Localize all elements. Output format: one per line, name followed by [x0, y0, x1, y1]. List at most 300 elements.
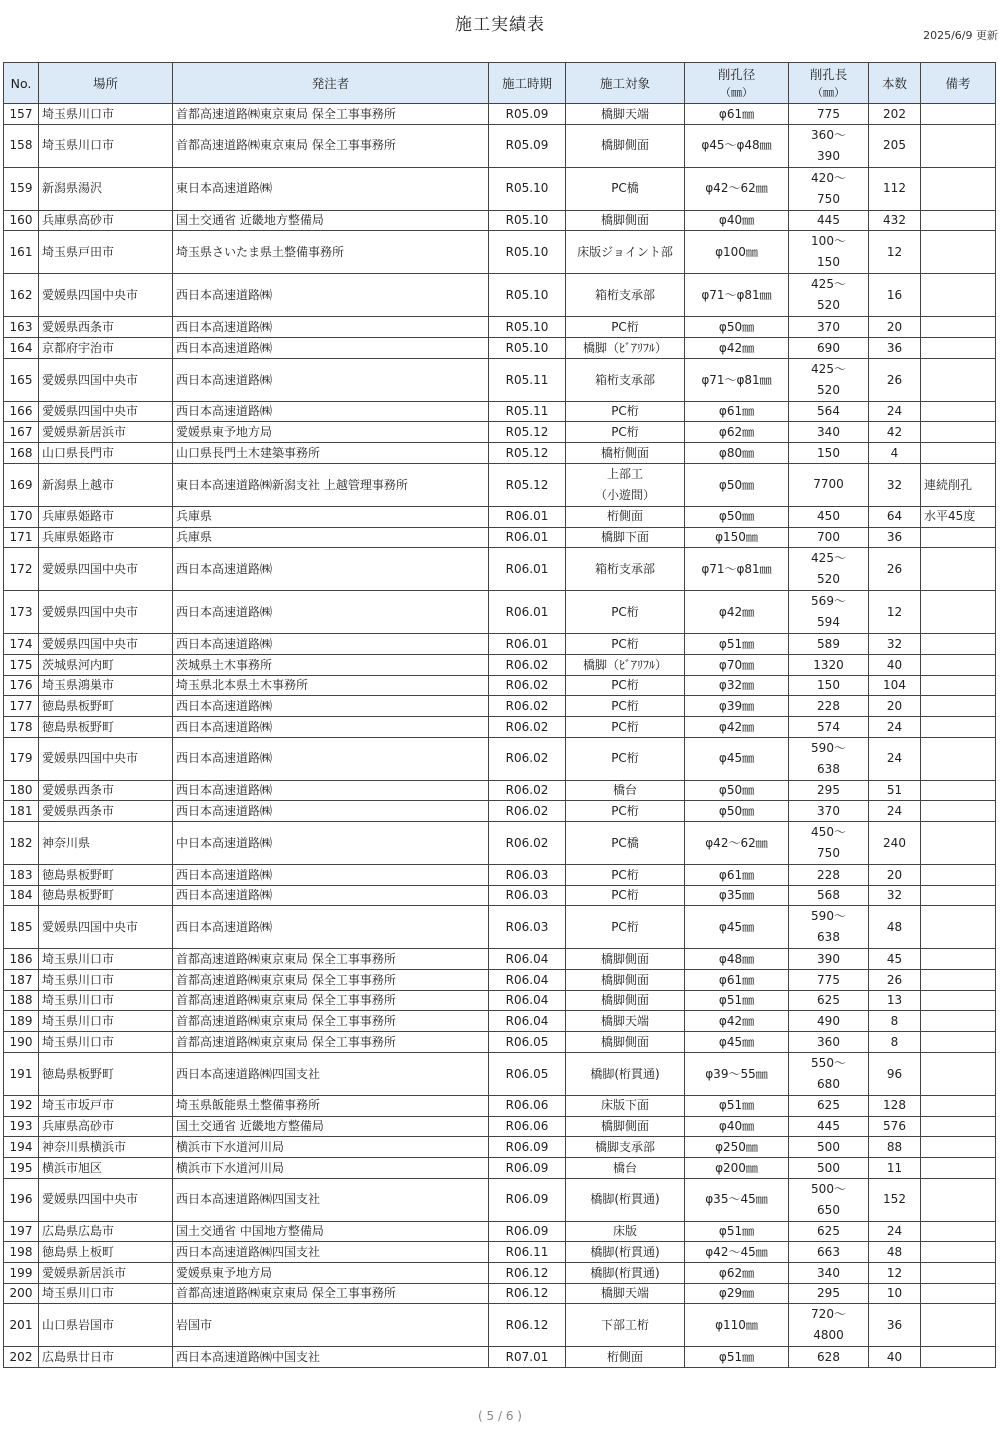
cell-client: 西日本高速道路㈱ [173, 401, 489, 422]
cell-remarks [921, 591, 996, 634]
table-header-row [4, 63, 996, 104]
cell-period: R05.09 [489, 104, 566, 125]
cell-length: 590～ 638 [789, 737, 869, 780]
cell-place: 埼玉県鴻巣市 [39, 675, 173, 696]
cell-length: 568 [789, 885, 869, 906]
cell-place: 埼玉県川口市 [39, 1283, 173, 1304]
cell-no: 185 [4, 906, 39, 949]
cell-remarks [921, 274, 996, 317]
cell-place: 新潟県湯沢 [39, 167, 173, 210]
cell-count: 45 [869, 949, 921, 970]
cell-client: 首都高速道路㈱東京東局 保全工事事務所 [173, 1011, 489, 1032]
page-title: 施工実績表 [455, 15, 545, 35]
cell-diameter: φ50㎜ [685, 317, 789, 338]
cell-length: 569～ 594 [789, 591, 869, 634]
table-row [4, 1304, 996, 1347]
cell-remarks [921, 1137, 996, 1158]
table-row [4, 338, 996, 359]
table-row [4, 274, 996, 317]
table-row [4, 1095, 996, 1116]
cell-place: 愛媛県四国中央市 [39, 358, 173, 401]
table-row [4, 737, 996, 780]
header-no: No. [4, 63, 39, 104]
cell-period: R06.04 [489, 990, 566, 1011]
cell-period: R06.12 [489, 1262, 566, 1283]
cell-length: 590～ 638 [789, 906, 869, 949]
cell-client: 西日本高速道路㈱ [173, 906, 489, 949]
cell-diameter: φ110㎜ [685, 1304, 789, 1347]
header-length-unit: （㎜） [812, 85, 845, 99]
cell-remarks [921, 949, 996, 970]
cell-no: 195 [4, 1157, 39, 1178]
cell-length: 7700 [789, 463, 869, 506]
cell-target: 床版下面 [566, 1095, 685, 1116]
cell-target: 橋桁側面 [566, 443, 685, 464]
cell-count: 24 [869, 737, 921, 780]
cell-target: 上部工 （小遊間） [566, 463, 685, 506]
cell-no: 181 [4, 801, 39, 822]
header-count: 本数 [869, 63, 921, 104]
cell-no: 179 [4, 737, 39, 780]
table-row [4, 443, 996, 464]
cell-client: 西日本高速道路㈱ [173, 548, 489, 591]
cell-no: 196 [4, 1178, 39, 1221]
cell-diameter: φ42～62㎜ [685, 822, 789, 865]
cell-period: R06.11 [489, 1242, 566, 1263]
cell-period: R06.03 [489, 906, 566, 949]
cell-no: 201 [4, 1304, 39, 1347]
cell-no: 170 [4, 506, 39, 527]
cell-count: 240 [869, 822, 921, 865]
cell-count: 24 [869, 716, 921, 737]
cell-period: R06.01 [489, 548, 566, 591]
cell-period: R05.10 [489, 231, 566, 274]
cell-period: R06.09 [489, 1157, 566, 1178]
cell-count: 48 [869, 906, 921, 949]
cell-place: 埼玉市坂戸市 [39, 1095, 173, 1116]
cell-remarks: 連続削孔 [921, 463, 996, 506]
cell-length: 625 [789, 1095, 869, 1116]
cell-remarks [921, 865, 996, 886]
cell-place: 埼玉県川口市 [39, 970, 173, 991]
cell-period: R05.10 [489, 338, 566, 359]
cell-length: 700 [789, 527, 869, 548]
cell-client: 山口県長門土木建築事務所 [173, 443, 489, 464]
cell-place: 愛媛県四国中央市 [39, 737, 173, 780]
cell-target: PC桁 [566, 634, 685, 655]
cell-count: 10 [869, 1283, 921, 1304]
cell-no: 186 [4, 949, 39, 970]
table-row [4, 124, 996, 167]
cell-remarks [921, 990, 996, 1011]
cell-period: R06.09 [489, 1178, 566, 1221]
table-row [4, 675, 996, 696]
cell-length: 775 [789, 970, 869, 991]
table-row [4, 990, 996, 1011]
cell-no: 172 [4, 548, 39, 591]
cell-remarks [921, 716, 996, 737]
cell-place: 愛媛県四国中央市 [39, 906, 173, 949]
cell-target: PC橋 [566, 822, 685, 865]
table-row [4, 401, 996, 422]
cell-place: 徳島県上板町 [39, 1242, 173, 1263]
cell-client: 西日本高速道路㈱ [173, 696, 489, 717]
cell-no: 191 [4, 1052, 39, 1095]
cell-remarks [921, 780, 996, 801]
cell-count: 8 [869, 1011, 921, 1032]
cell-remarks [921, 1347, 996, 1368]
cell-diameter: φ32㎜ [685, 675, 789, 696]
cell-remarks [921, 1095, 996, 1116]
cell-diameter: φ45㎜ [685, 1032, 789, 1053]
cell-count: 24 [869, 401, 921, 422]
cell-remarks [921, 358, 996, 401]
cell-count: 4 [869, 443, 921, 464]
cell-remarks [921, 675, 996, 696]
cell-client: 西日本高速道路㈱四国支社 [173, 1242, 489, 1263]
table-row [4, 1137, 996, 1158]
cell-place: 埼玉県川口市 [39, 1032, 173, 1053]
cell-period: R06.04 [489, 949, 566, 970]
cell-diameter: φ150㎜ [685, 527, 789, 548]
cell-target: 橋脚(桁貫通) [566, 1178, 685, 1221]
cell-period: R05.09 [489, 124, 566, 167]
cell-period: R06.02 [489, 737, 566, 780]
cell-target: 橋脚側面 [566, 970, 685, 991]
cell-period: R05.12 [489, 443, 566, 464]
cell-client: 西日本高速道路㈱ [173, 737, 489, 780]
cell-no: 161 [4, 231, 39, 274]
cell-target: 下部工桁 [566, 1304, 685, 1347]
cell-target: 箱桁支承部 [566, 358, 685, 401]
cell-remarks [921, 1052, 996, 1095]
cell-remarks [921, 548, 996, 591]
cell-count: 88 [869, 1137, 921, 1158]
cell-place: 山口県長門市 [39, 443, 173, 464]
cell-client: 茨城県土木事務所 [173, 654, 489, 675]
cell-period: R06.01 [489, 506, 566, 527]
cell-client: 西日本高速道路㈱ [173, 338, 489, 359]
cell-target: 床版 [566, 1221, 685, 1242]
cell-target: 橋脚天端 [566, 1283, 685, 1304]
cell-period: R06.06 [489, 1116, 566, 1137]
cell-length: 340 [789, 422, 869, 443]
cell-place: 愛媛県西条市 [39, 801, 173, 822]
cell-count: 51 [869, 780, 921, 801]
cell-count: 24 [869, 1221, 921, 1242]
cell-remarks [921, 634, 996, 655]
cell-no: 175 [4, 654, 39, 675]
cell-remarks [921, 822, 996, 865]
cell-remarks [921, 1032, 996, 1053]
cell-remarks [921, 1116, 996, 1137]
cell-diameter: φ45㎜ [685, 906, 789, 949]
cell-length: 490 [789, 1011, 869, 1032]
table-row [4, 970, 996, 991]
table-row [4, 696, 996, 717]
cell-client: 西日本高速道路㈱ [173, 780, 489, 801]
cell-count: 432 [869, 210, 921, 231]
cell-target: 橋脚側面 [566, 949, 685, 970]
cell-count: 96 [869, 1052, 921, 1095]
cell-no: 168 [4, 443, 39, 464]
page-indicator: ( 5 / 6 ) [478, 1409, 522, 1423]
cell-period: R06.02 [489, 696, 566, 717]
cell-remarks [921, 885, 996, 906]
cell-target: 桁側面 [566, 506, 685, 527]
cell-client: 兵庫県 [173, 527, 489, 548]
cell-remarks [921, 104, 996, 125]
cell-remarks [921, 737, 996, 780]
cell-period: R06.09 [489, 1221, 566, 1242]
cell-no: 177 [4, 696, 39, 717]
cell-period: R06.02 [489, 780, 566, 801]
table-row [4, 1221, 996, 1242]
cell-client: 愛媛県東予地方局 [173, 422, 489, 443]
cell-period: R06.04 [489, 970, 566, 991]
cell-no: 193 [4, 1116, 39, 1137]
cell-period: R05.11 [489, 358, 566, 401]
cell-count: 11 [869, 1157, 921, 1178]
cell-place: 埼玉県戸田市 [39, 231, 173, 274]
cell-length: 450～ 750 [789, 822, 869, 865]
cell-length: 228 [789, 696, 869, 717]
cell-remarks [921, 527, 996, 548]
cell-client: 首都高速道路㈱東京東局 保全工事事務所 [173, 104, 489, 125]
cell-length: 450 [789, 506, 869, 527]
cell-period: R06.03 [489, 865, 566, 886]
cell-diameter: φ51㎜ [685, 990, 789, 1011]
cell-place: 埼玉県川口市 [39, 990, 173, 1011]
cell-target: 床版ジョイント部 [566, 231, 685, 274]
cell-length: 500～ 650 [789, 1178, 869, 1221]
cell-period: R06.12 [489, 1304, 566, 1347]
cell-client: 埼玉県北本県土木事務所 [173, 675, 489, 696]
header-diameter [685, 63, 789, 104]
table-row [4, 801, 996, 822]
cell-count: 20 [869, 317, 921, 338]
table-row [4, 1011, 996, 1032]
cell-remarks [921, 1242, 996, 1263]
cell-count: 40 [869, 654, 921, 675]
cell-diameter: φ42～45㎜ [685, 1242, 789, 1263]
table-row [4, 210, 996, 231]
cell-diameter: φ71～φ81㎜ [685, 274, 789, 317]
cell-no: 198 [4, 1242, 39, 1263]
cell-target: PC桁 [566, 422, 685, 443]
cell-target: 橋脚側面 [566, 990, 685, 1011]
cell-client: 国土交通省 近畿地方整備局 [173, 1116, 489, 1137]
cell-place: 愛媛県新居浜市 [39, 1262, 173, 1283]
cell-diameter: φ61㎜ [685, 401, 789, 422]
cell-place: 京都府宇治市 [39, 338, 173, 359]
cell-diameter: φ51㎜ [685, 1095, 789, 1116]
cell-count: 26 [869, 970, 921, 991]
table-row [4, 1242, 996, 1263]
cell-client: 西日本高速道路㈱ [173, 358, 489, 401]
table-row [4, 463, 996, 506]
cell-diameter: φ50㎜ [685, 506, 789, 527]
cell-no: 182 [4, 822, 39, 865]
cell-period: R06.01 [489, 527, 566, 548]
cell-period: R06.12 [489, 1283, 566, 1304]
cell-place: 広島県広島市 [39, 1221, 173, 1242]
header-period: 施工時期 [489, 63, 566, 104]
cell-place: 徳島県板野町 [39, 885, 173, 906]
cell-client: 首都高速道路㈱東京東局 保全工事事務所 [173, 1032, 489, 1053]
cell-client: 首都高速道路㈱東京東局 保全工事事務所 [173, 949, 489, 970]
cell-length: 564 [789, 401, 869, 422]
header-client: 発注者 [173, 63, 489, 104]
table-row [4, 865, 996, 886]
cell-diameter: φ71～φ81㎜ [685, 358, 789, 401]
cell-diameter: φ61㎜ [685, 865, 789, 886]
cell-no: 178 [4, 716, 39, 737]
table-body [4, 104, 996, 1368]
header-length-label: 削孔長 [809, 66, 848, 82]
cell-target: 橋脚側面 [566, 1032, 685, 1053]
cell-diameter: φ48㎜ [685, 949, 789, 970]
cell-place: 愛媛県四国中央市 [39, 591, 173, 634]
cell-place: 徳島県板野町 [39, 1052, 173, 1095]
cell-target: 橋脚側面 [566, 124, 685, 167]
cell-period: R06.03 [489, 885, 566, 906]
cell-no: 171 [4, 527, 39, 548]
cell-count: 16 [869, 274, 921, 317]
cell-remarks [921, 317, 996, 338]
cell-place: 愛媛県四国中央市 [39, 274, 173, 317]
cell-period: R07.01 [489, 1347, 566, 1368]
cell-period: R05.11 [489, 401, 566, 422]
cell-remarks: 水平45度 [921, 506, 996, 527]
cell-period: R06.05 [489, 1032, 566, 1053]
cell-length: 589 [789, 634, 869, 655]
cell-count: 12 [869, 591, 921, 634]
cell-place: 兵庫県高砂市 [39, 1116, 173, 1137]
cell-target: PC橋 [566, 167, 685, 210]
cell-remarks [921, 654, 996, 675]
cell-target: 橋脚天端 [566, 1011, 685, 1032]
cell-client: 東日本高速道路㈱新潟支社 上越管理事務所 [173, 463, 489, 506]
cell-target: 橋脚(桁貫通) [566, 1242, 685, 1263]
header-target: 施工対象 [566, 63, 685, 104]
cell-target: 橋脚（ﾋﾞｱﾘﾌﾙ） [566, 654, 685, 675]
cell-period: R06.05 [489, 1052, 566, 1095]
cell-client: 首都高速道路㈱東京東局 保全工事事務所 [173, 1283, 489, 1304]
cell-period: R06.06 [489, 1095, 566, 1116]
table-row [4, 231, 996, 274]
cell-length: 390 [789, 949, 869, 970]
cell-diameter: φ42～62㎜ [685, 167, 789, 210]
cell-target: PC桁 [566, 801, 685, 822]
results-table [3, 62, 996, 1368]
cell-length: 420～ 750 [789, 167, 869, 210]
cell-client: 西日本高速道路㈱ [173, 716, 489, 737]
cell-client: 西日本高速道路㈱ [173, 801, 489, 822]
cell-count: 576 [869, 1116, 921, 1137]
cell-diameter: φ39㎜ [685, 696, 789, 717]
cell-period: R05.10 [489, 210, 566, 231]
cell-diameter: φ100㎜ [685, 231, 789, 274]
cell-length: 150 [789, 675, 869, 696]
cell-count: 128 [869, 1095, 921, 1116]
cell-target: 橋脚側面 [566, 1116, 685, 1137]
cell-period: R05.10 [489, 274, 566, 317]
cell-count: 20 [869, 865, 921, 886]
cell-place: 埼玉県川口市 [39, 949, 173, 970]
cell-count: 32 [869, 463, 921, 506]
cell-no: 166 [4, 401, 39, 422]
cell-diameter: φ42㎜ [685, 591, 789, 634]
cell-length: 625 [789, 1221, 869, 1242]
cell-diameter: φ40㎜ [685, 1116, 789, 1137]
table-row [4, 1157, 996, 1178]
cell-target: 橋脚(桁貫通) [566, 1052, 685, 1095]
cell-no: 160 [4, 210, 39, 231]
cell-count: 64 [869, 506, 921, 527]
cell-target: 橋台 [566, 780, 685, 801]
table-row [4, 506, 996, 527]
cell-period: R06.02 [489, 716, 566, 737]
cell-client: 兵庫県 [173, 506, 489, 527]
table-row [4, 1283, 996, 1304]
table-row [4, 634, 996, 655]
cell-no: 165 [4, 358, 39, 401]
cell-length: 500 [789, 1137, 869, 1158]
cell-no: 164 [4, 338, 39, 359]
cell-diameter: φ50㎜ [685, 780, 789, 801]
cell-count: 205 [869, 124, 921, 167]
cell-count: 202 [869, 104, 921, 125]
cell-place: 徳島県板野町 [39, 716, 173, 737]
cell-target: PC桁 [566, 906, 685, 949]
cell-diameter: φ42㎜ [685, 716, 789, 737]
cell-period: R05.12 [489, 422, 566, 443]
cell-length: 445 [789, 210, 869, 231]
cell-place: 茨城県河内町 [39, 654, 173, 675]
cell-remarks [921, 1178, 996, 1221]
cell-client: 愛媛県東予地方局 [173, 1262, 489, 1283]
table-row [4, 358, 996, 401]
cell-length: 360～ 390 [789, 124, 869, 167]
cell-no: 162 [4, 274, 39, 317]
cell-no: 180 [4, 780, 39, 801]
cell-client: 西日本高速道路㈱ [173, 591, 489, 634]
header-place: 場所 [39, 63, 173, 104]
cell-length: 574 [789, 716, 869, 737]
cell-length: 425～ 520 [789, 548, 869, 591]
table-row [4, 654, 996, 675]
cell-length: 370 [789, 801, 869, 822]
cell-target: 橋脚側面 [566, 210, 685, 231]
table-row [4, 906, 996, 949]
cell-count: 26 [869, 548, 921, 591]
cell-length: 500 [789, 1157, 869, 1178]
cell-length: 550～ 680 [789, 1052, 869, 1095]
cell-target: 箱桁支承部 [566, 274, 685, 317]
cell-no: 187 [4, 970, 39, 991]
cell-place: 横浜市旭区 [39, 1157, 173, 1178]
table-row [4, 716, 996, 737]
table-row [4, 822, 996, 865]
cell-client: 西日本高速道路㈱ [173, 317, 489, 338]
cell-no: 200 [4, 1283, 39, 1304]
cell-remarks [921, 970, 996, 991]
cell-no: 199 [4, 1262, 39, 1283]
cell-count: 8 [869, 1032, 921, 1053]
table-row [4, 949, 996, 970]
cell-client: 国土交通省 近畿地方整備局 [173, 210, 489, 231]
